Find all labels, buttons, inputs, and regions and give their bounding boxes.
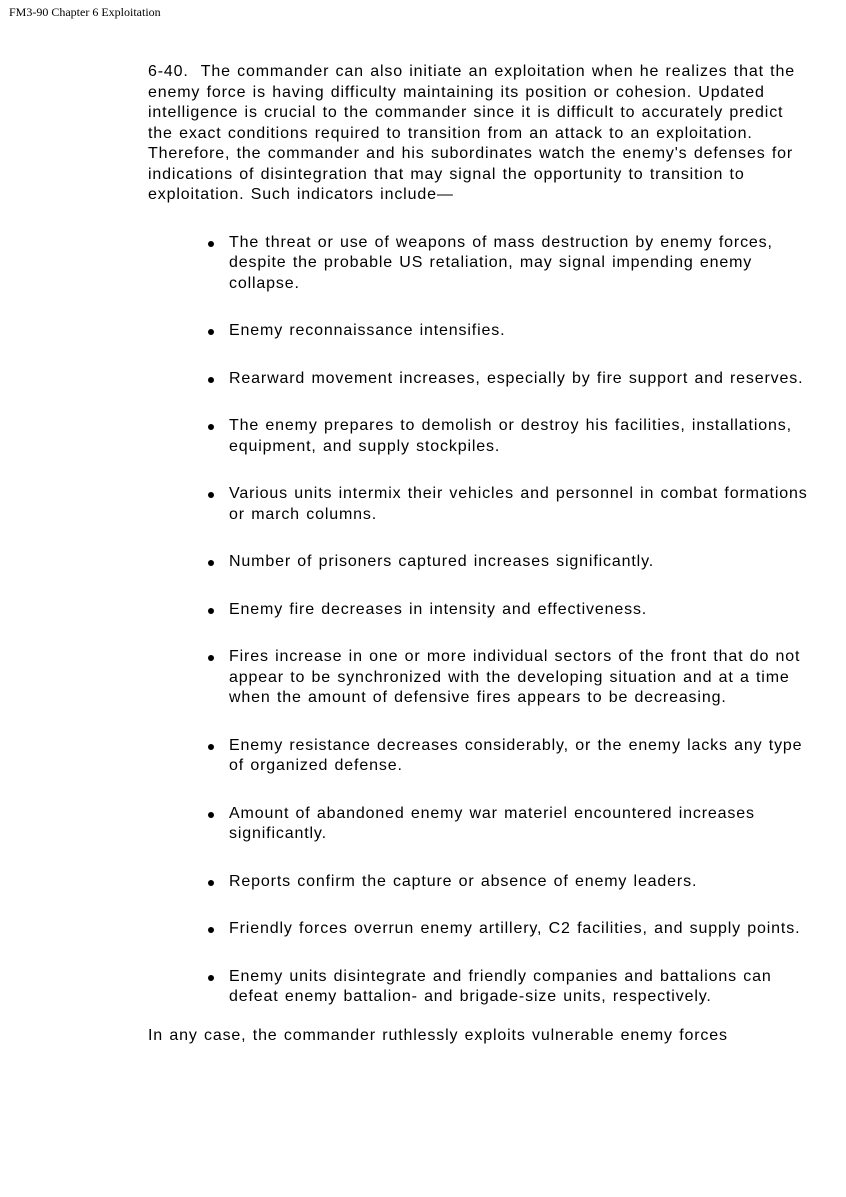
bullet-icon	[208, 241, 214, 247]
indicator-text: Various units intermix their vehicles and personnel in combat formations or march columns.	[229, 485, 808, 523]
indicator-item	[148, 736, 813, 777]
indicator-item	[148, 647, 813, 709]
bullet-icon	[208, 744, 214, 750]
indicator-text: Enemy fire decreases in intensity and effectiveness.	[229, 600, 648, 618]
indicator-text: The enemy prepares to demolish or destroy his facilities, installations, equipment, and supply stockpiles.	[229, 417, 792, 455]
bullet-icon	[208, 608, 214, 614]
indicator-list	[148, 233, 813, 1008]
indicator-text: Amount of abandoned enemy war materiel encountered increases significantly.	[229, 804, 755, 842]
intro-paragraph	[148, 62, 813, 206]
indicator-text: Enemy resistance decreases considerably, or the enemy lacks any type of organized defense.	[229, 736, 803, 774]
paragraph-number: 6-40.	[148, 63, 189, 80]
indicator-text: The threat or use of weapons of mass destruction by enemy forces, despite the probable US retaliation, may signal impending enemy collapse.	[229, 233, 773, 292]
bullet-icon	[208, 975, 214, 981]
indicator-item	[148, 484, 813, 525]
indicator-text: Reports confirm the capture or absence of enemy leaders.	[229, 872, 698, 890]
bullet-icon	[208, 329, 214, 335]
indicator-item	[148, 967, 813, 1008]
indicator-text: Fires increase in one or more individual sectors of the front that do not appear to be synchronized with the developing situation and at a time when the amount of defensive fires appears to be decreasing.	[229, 648, 801, 706]
bullet-icon	[208, 424, 214, 430]
indicator-item	[148, 919, 813, 940]
document-body	[148, 62, 813, 1046]
indicator-text: Rearward movement increases, especially by fire support and reserves.	[229, 369, 804, 387]
indicator-item	[148, 233, 813, 295]
indicator-item	[148, 600, 813, 621]
indicator-item	[148, 369, 813, 390]
bullet-icon	[208, 927, 214, 933]
indicator-text: Friendly forces overrun enemy artillery, C2 facilities, and supply points.	[229, 920, 801, 937]
indicator-text: Enemy units disintegrate and friendly companies and battalions can defeat enemy battalion- and brigade-size units, respectively.	[229, 967, 772, 1005]
bullet-icon	[208, 812, 214, 818]
indicator-item	[148, 804, 813, 845]
bullet-icon	[208, 655, 214, 661]
indicator-text: Enemy reconnaissance intensifies.	[229, 322, 506, 339]
bullet-icon	[208, 492, 214, 498]
indicator-text: Number of prisoners captured increases significantly.	[229, 553, 655, 570]
bullet-icon	[208, 560, 214, 566]
closing-paragraph: In any case, the commander ruthlessly exploits vulnerable enemy forces	[148, 1026, 728, 1044]
indicator-item	[148, 552, 813, 573]
indicator-item	[148, 416, 813, 457]
indicator-item	[148, 321, 813, 342]
indicator-item	[148, 872, 813, 893]
bullet-icon	[208, 880, 214, 886]
running-header: FM3-90 Chapter 6 Exploitation	[9, 5, 161, 19]
bullet-icon	[208, 377, 214, 383]
intro-text: The commander can also initiate an exploitation when he realizes that the enemy force is having difficulty maintaining its position or cohesion. Updated intelligence is crucial to the commander since it is difficult to accurately predict the exact conditions required to transition from an attack to an exploitation. Therefore, the commander and his subordinates watch the enemy's defenses for indications of disintegration that may signal the opportunity to transition to exploitation. Such indicators include—	[148, 63, 795, 203]
